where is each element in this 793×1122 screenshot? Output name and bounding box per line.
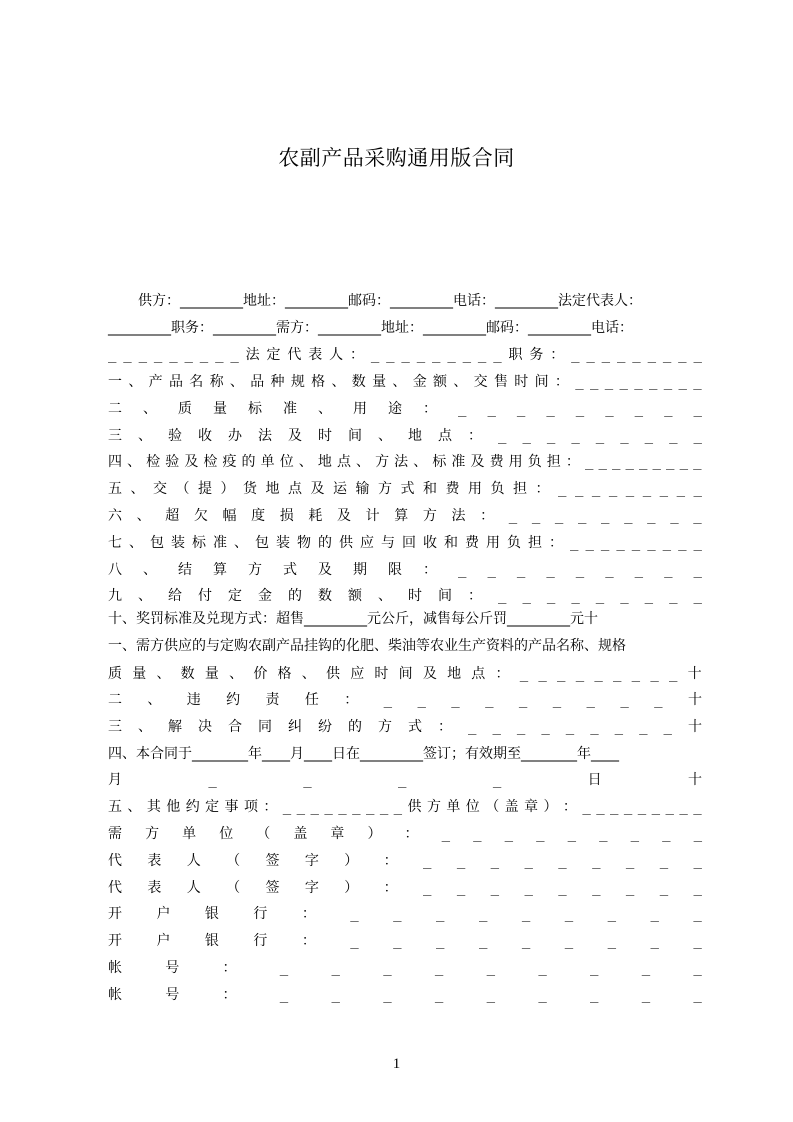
text-line-25: 开 户 银 行 ： _ _ _ _ _ _ _ _ _ (108, 933, 702, 949)
page-number: 1 (392, 1056, 401, 1072)
text-line-7: 四 、 检 验 及 检 疫 的 单 位 、 地 点 、 方 法 、 标 准 及 费 用 负 担 ： _ _ _ _ _ _ _ _ _ (108, 454, 702, 470)
text-line-6: 三 、 验 收 办 法 及 时 间 、 地 点 ： _ _ _ _ _ _ _ _ _ (108, 428, 702, 444)
text-line-12: 九 、 给 付 定 金 的 数 额 、 时 间 ： _ _ _ _ _ _ _ _ _ (108, 588, 702, 604)
text-line-20: 五 、 其 他 约 定 事 项 ： _ _ _ _ _ _ _ _ _ 供 方 单 位 （ 盖 章 ） ： _ _ _ _ _ _ _ _ _ (108, 799, 702, 815)
text-line-23: 代 表 人 （ 签 字 ） ： _ _ _ _ _ _ _ _ _ (108, 880, 702, 896)
text-line-22: 代 表 人 （ 签 字 ） ： _ _ _ _ _ _ _ _ _ (108, 853, 702, 869)
text-line-8: 五 、 交 （ 提 ） 货 地 点 及 运 输 方 式 和 费 用 负 担 ： _ _ _ _ _ _ _ _ _ (108, 481, 702, 497)
text-line-3: _ _ _ _ _ _ _ _ _ 法 定 代 表 人 ： _ _ _ _ _ _ _ _ _ 职 务 ： _ _ _ _ _ _ _ _ _ (108, 347, 702, 363)
text-line-9: 六 、 超 欠 幅 度 损 耗 及 计 算 方 法 ： _ _ _ _ _ _ _ _ _ (108, 508, 702, 524)
text-line-16: 二 、 违 约 责 任 ： _ _ _ _ _ _ _ _ _ 十 (108, 692, 702, 708)
text-line-2: _________职务：_________需方：_________地址：_________邮码：_________电话： (108, 320, 633, 336)
text-line-27: 帐 号 ： _ _ _ _ _ _ _ _ _ (108, 987, 702, 1003)
text-line-19: 月 _ _ _ _ 日 十 (108, 772, 702, 788)
text-line-11: 八 、 结 算 方 式 及 期 限 ： _ _ _ _ _ _ _ _ _ (108, 562, 702, 578)
text-line-14: 一、需方供应的与定购农副产品挂钩的化肥、柴油等农业生产资料的产品名称、规格 (108, 638, 626, 654)
text-line-15: 质 量 、 数 量 、 价 格 、 供 应 时 间 及 地 点 ： _ _ _ _ _ _ _ _ _ 十 (108, 666, 702, 682)
text-line-13: 十、奖罚标准及兑现方式：超售_________元公斤，减售每公斤罚_________元十 (108, 611, 598, 627)
text-line-1: 供方：_________地址：_________邮码：_________电话：_________法定代表人： (138, 293, 642, 309)
text-line-10: 七 、 包 装 标 准 、 包 装 物 的 供 应 与 回 收 和 费 用 负 担 ： _ _ _ _ _ _ _ _ _ (108, 535, 702, 551)
document-title: 农副产品采购通用版合同 (278, 146, 515, 170)
text-line-5: 二 、 质 量 标 准 、 用 途 ： _ _ _ _ _ _ _ _ _ (108, 401, 702, 417)
text-line-24: 开 户 银 行 ： _ _ _ _ _ _ _ _ _ (108, 906, 702, 922)
text-line-17: 三 、 解 决 合 同 纠 纷 的 方 式 ： _ _ _ _ _ _ _ _ _ 十 (108, 719, 702, 735)
text-line-26: 帐 号 ： _ _ _ _ _ _ _ _ _ (108, 960, 702, 976)
text-line-21: 需 方 单 位 （ 盖 章 ） ： _ _ _ _ _ _ _ _ _ (108, 826, 702, 842)
text-line-18: 四、本合同于________年____月____日在_________签订；有效期至________年____ (108, 746, 619, 762)
text-line-4: 一 、 产 品 名 称 、 品 种 规 格 、 数 量 、 金 额 、 交 售 时 间 ： _ _ _ _ _ _ _ _ _ (108, 374, 702, 390)
